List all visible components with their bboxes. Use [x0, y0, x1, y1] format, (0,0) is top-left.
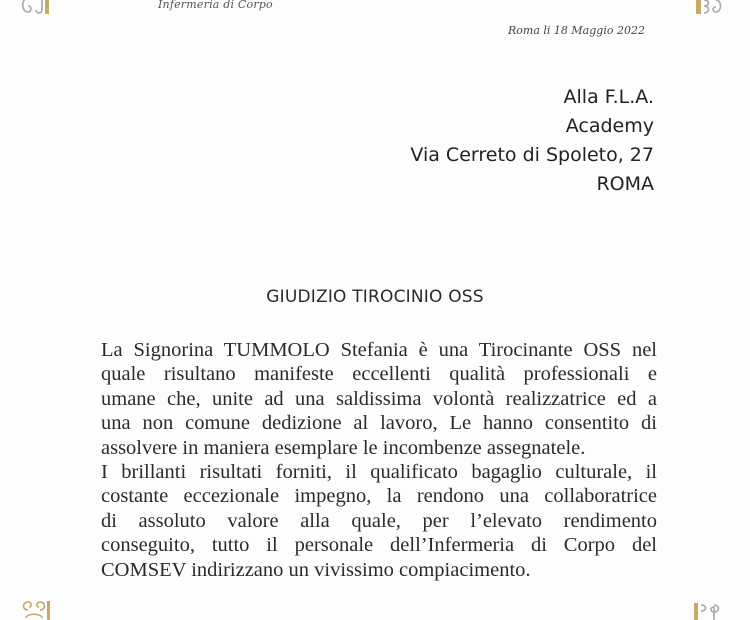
recipient-address	[410, 83, 654, 199]
body-line: costante eccezionale impegno, la rendono una collaboratrice	[101, 485, 657, 508]
body-line: conseguito, tutto il personale dell’Infermeria di Corpo del	[101, 534, 657, 557]
body-line: assolvere in maniera esemplare le incombenze assegnatele.	[101, 436, 586, 459]
body-line: quale risultano manifeste eccellenti qualità professionali e	[101, 363, 657, 386]
body-paragraph	[101, 338, 657, 582]
corner-ornament-top-right-icon	[690, 0, 728, 18]
letterhead-subtitle: Infermeria di Corpo	[158, 0, 273, 11]
corner-ornament-bottom-right-icon	[692, 600, 730, 620]
body-line: di assoluto valore alla quale, per l’elevato rendimento	[101, 509, 657, 532]
body-line: umane che, unite ad una saldissima volontà realizzatrice ed a	[101, 387, 657, 410]
document-title: GIUDIZIO TIROCINIO OSS	[266, 287, 484, 307]
recipient-line: ROMA	[596, 173, 654, 195]
recipient-line: Via Cerreto di Spoleto, 27	[410, 144, 654, 166]
recipient-line: Academy	[565, 115, 654, 137]
body-line: COMSEV indirizzano un vivissimo compiacimento.	[101, 558, 531, 581]
corner-ornament-bottom-left-icon	[20, 598, 58, 620]
body-line: una non comune dedizione al lavoro, Le hanno consentito di	[101, 412, 657, 435]
body-line: La Signorina TUMMOLO Stefania è una Tirocinante OSS nel	[101, 339, 657, 361]
recipient-line: Alla F.L.A.	[563, 86, 654, 108]
letter-date: Roma li 18 Maggio 2022	[508, 24, 645, 37]
body-line: I brillanti risultati forniti, il qualificato bagaglio culturale, il	[101, 460, 657, 483]
corner-ornament-top-left-icon	[18, 0, 56, 18]
